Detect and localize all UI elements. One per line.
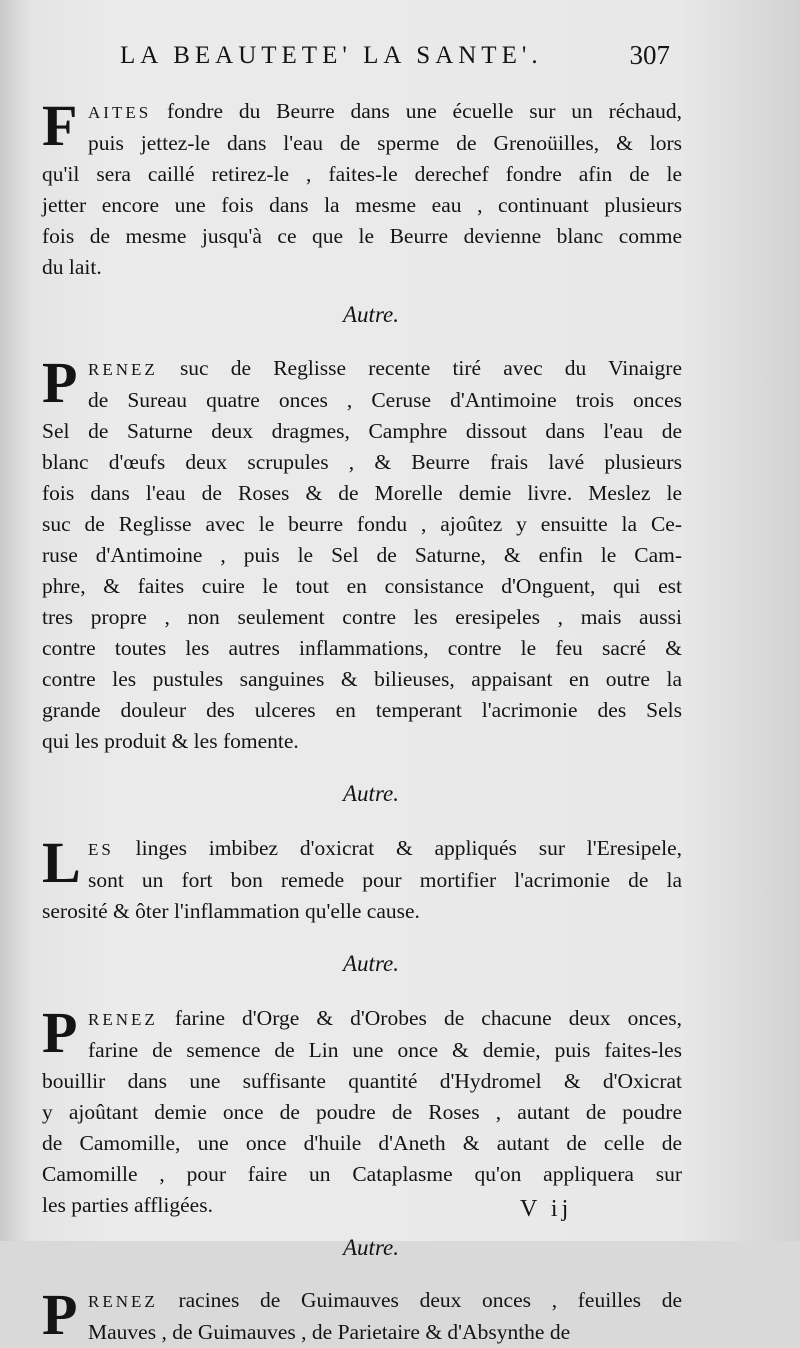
signature-mark: V ij <box>520 1196 573 1222</box>
recipe-paragraph <box>42 1000 682 1221</box>
text-line <box>42 1285 682 1317</box>
text-line <box>42 416 682 447</box>
drop-cap: P <box>42 350 78 415</box>
text-line <box>42 385 682 416</box>
text-line <box>42 540 682 571</box>
drop-cap: F <box>42 93 78 158</box>
text-line <box>42 1035 682 1066</box>
text-line <box>42 896 682 927</box>
text-line <box>42 633 682 664</box>
drop-cap: P <box>42 1000 78 1065</box>
text-line <box>42 1159 682 1190</box>
line-text: contre les pustules sanguines & bilieuses, appaisant en outre la <box>42 667 682 691</box>
text-line <box>42 1066 682 1097</box>
line-text: fois dans l'eau de Roses & de Morelle demie livre. Meslez le <box>42 481 682 505</box>
line-text: phre, & faites cuire le tout en consistance d'Onguent, qui est <box>42 574 682 598</box>
text-line <box>42 128 682 159</box>
line-text: de Camomille, une once d'huile d'Aneth & autant de celle de <box>42 1131 682 1155</box>
text-line <box>42 190 682 221</box>
line-text: Sel de Saturne deux dragmes, Camphre dissout dans l'eau de <box>42 419 682 443</box>
line-text: linges imbibez d'oxicrat & appliqués sur l'Eresipele, <box>113 836 682 860</box>
text-line <box>42 726 682 757</box>
section-title: Autre. <box>343 1235 399 1260</box>
text-line <box>42 1128 682 1159</box>
text-line <box>42 571 682 602</box>
line-text: les parties affligées. <box>42 1193 213 1217</box>
running-title: LA BEAUTETE' LA SANTE'. <box>120 42 543 69</box>
text-line <box>42 478 682 509</box>
line-text: suc de Reglisse recente tiré avec du Vinaigre <box>157 356 682 380</box>
text-line <box>42 833 682 865</box>
line-text: farine de semence de Lin une once & demie, puis faites-les <box>88 1038 682 1062</box>
text-line <box>42 509 682 540</box>
line-text: racines de Guimauves deux onces , feuilles de <box>157 1288 682 1312</box>
text-line <box>42 221 682 252</box>
small-caps-lead: RENEZ <box>88 1010 158 1029</box>
text-line <box>42 695 682 726</box>
line-text: de Sureau quatre onces , Ceruse d'Antimoine trois onces <box>88 388 682 412</box>
text-line <box>42 664 682 695</box>
line-text: ruse d'Antimoine , puis le Sel de Saturne, & enfin le Cam- <box>42 543 682 567</box>
line-text: fois de mesme jusqu'à ce que le Beurre devienne blanc comme <box>42 224 682 248</box>
line-text: grande douleur des ulceres en temperant l'acrimonie des Sels <box>42 698 682 722</box>
small-caps-lead: ES <box>88 840 114 859</box>
line-text: serosité & ôter l'inflammation qu'elle cause. <box>42 899 420 923</box>
page-header <box>120 42 680 72</box>
line-text: jetter encore une fois dans la mesme eau , continuant plusieurs <box>42 193 682 217</box>
text-line <box>42 159 682 190</box>
text-line <box>42 1317 682 1348</box>
recipe-paragraph <box>42 830 682 927</box>
line-text: qu'il sera caillé retirez-le , faites-le derechef fondre afin de le <box>42 162 682 186</box>
page-number: 307 <box>629 40 670 70</box>
line-text: bouillir dans une suffisante quantité d'Hydromel & d'Oxicrat <box>42 1069 682 1093</box>
line-text: y ajoûtant demie once de poudre de Roses , autant de poudre <box>42 1100 682 1124</box>
line-text: Camomille , pour faire un Cataplasme qu'on appliquera sur <box>42 1162 682 1186</box>
text-line <box>42 602 682 633</box>
recipe-paragraph <box>42 93 682 283</box>
text-line <box>42 865 682 896</box>
line-text: qui les produit & les fomente. <box>42 729 299 753</box>
line-text: tres propre , non seulement contre les eresipeles , mais aussi <box>42 605 682 629</box>
recipe-paragraph <box>42 350 682 757</box>
small-caps-lead: RENEZ <box>88 1292 158 1311</box>
line-text: contre toutes les autres inflammations, contre le feu sacré & <box>42 636 682 660</box>
line-text: suc de Reglisse avec le beurre fondu , ajoûtez y ensuitte la Ce- <box>42 512 682 536</box>
line-text: blanc d'œufs deux scrupules , & Beurre frais lavé plusieurs <box>42 450 682 474</box>
text-line <box>42 1003 682 1035</box>
line-text: farine d'Orge & d'Orobes de chacune deux onces, <box>157 1006 682 1030</box>
line-text: sont un fort bon remede pour mortifier l'acrimonie de la <box>88 868 682 892</box>
text-line <box>42 252 682 283</box>
drop-cap: P <box>42 1282 78 1347</box>
text-line <box>42 96 682 128</box>
text-line <box>42 447 682 478</box>
text-line <box>42 353 682 385</box>
drop-cap: L <box>42 830 81 895</box>
section-title: Autre. <box>343 951 399 976</box>
line-text: fondre du Beurre dans une écuelle sur un réchaud, <box>151 99 682 123</box>
text-line <box>42 1190 682 1221</box>
section-title: Autre. <box>343 781 399 806</box>
line-text: du lait. <box>42 255 102 279</box>
recipe-paragraph <box>42 1282 682 1348</box>
small-caps-lead: RENEZ <box>88 360 158 379</box>
line-text: puis jettez-le dans l'eau de sperme de Grenoüilles, & lors <box>88 131 682 155</box>
section-title: Autre. <box>343 302 399 327</box>
line-text: Mauves , de Guimauves , de Parietaire & d'Absynthe de <box>88 1320 571 1344</box>
body-text <box>42 93 682 1348</box>
text-line <box>42 1097 682 1128</box>
small-caps-lead: AITES <box>88 103 152 122</box>
